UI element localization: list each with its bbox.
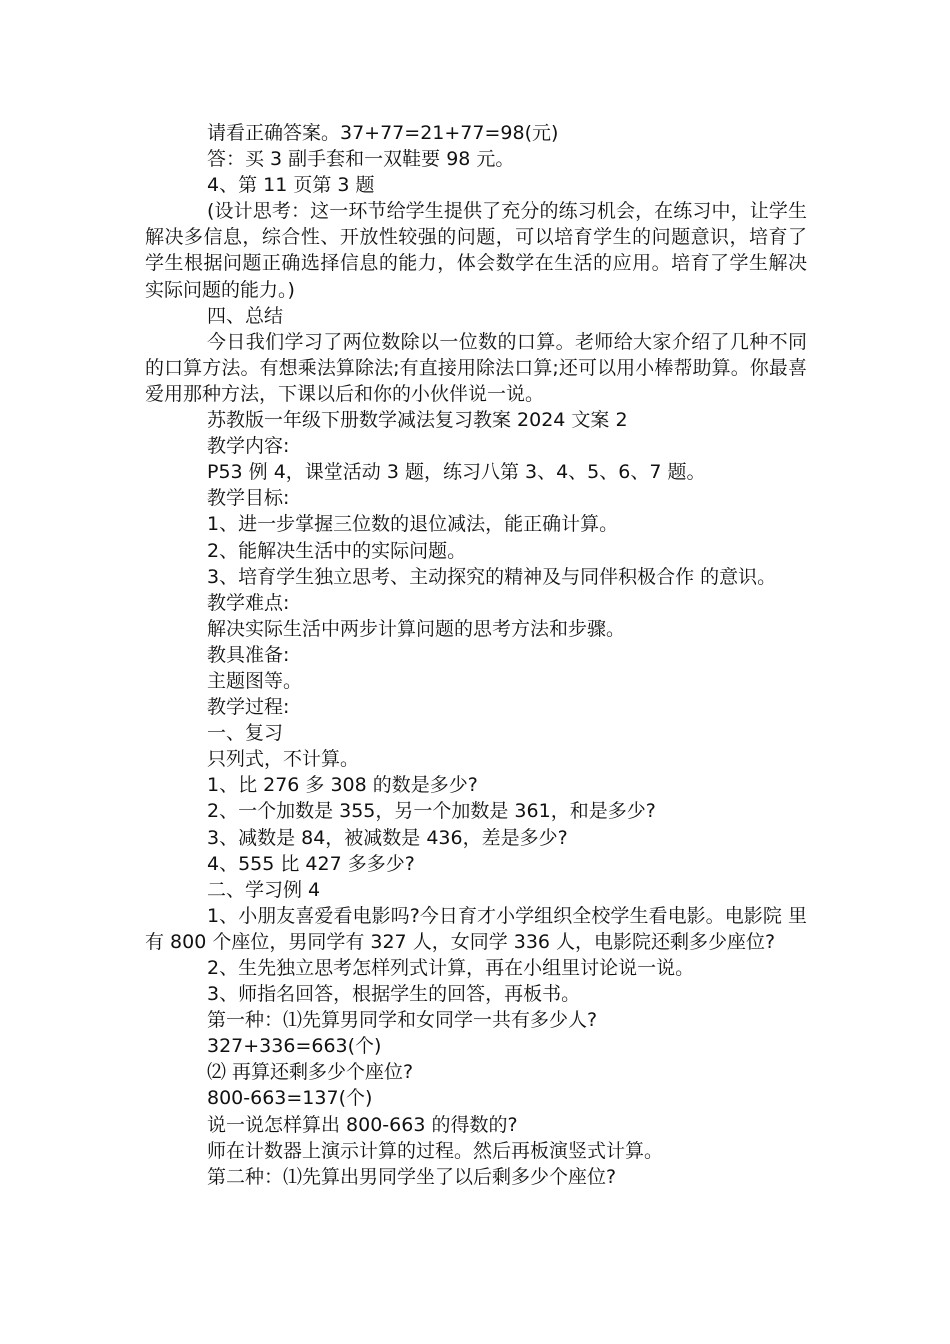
review-question: 3、减数是 84，被减数是 436，差是多少?	[207, 826, 568, 849]
method-one-step: 第一种：⑴先算男同学和女同学一共有多少人?	[207, 1009, 598, 1032]
goal-item: 2、能解决生活中的实际问题。	[207, 539, 467, 562]
summary-paragraph: 今日我们学习了两位数除以一位数的口算。老师给大家介绍了几种不同的口算方法。有想乘法算除法;有直接用除法口算;还可以用小棒帮助算。你最喜爱用那种方法，下课以后和你的小伙伴说一说。	[145, 330, 807, 405]
goal-item: 1、进一步掌握三位数的退位减法，能正确计算。	[207, 513, 619, 536]
teacher-demo: 师在计数器上演示计算的过程。然后再板演竖式计算。	[207, 1139, 664, 1162]
heading-teaching-goals: 教学目标:	[207, 487, 290, 510]
section-heading-example: 二、学习例 4	[207, 878, 321, 901]
section-heading-summary: 四、总结	[207, 304, 284, 327]
exercise-reference: 4、第 11 页第 3 题	[207, 174, 375, 197]
review-instruction: 只列式，不计算。	[207, 748, 360, 771]
heading-teaching-content: 教学内容:	[207, 435, 290, 458]
review-question: 4、555 比 427 多多少?	[207, 852, 415, 875]
document-body	[145, 120, 807, 1190]
teaching-difficulty: 解决实际生活中两步计算问题的思考方法和步骤。	[207, 617, 626, 640]
example-problem: 1、小朋友喜爱看电影吗?今日育才小学组织全校学生看电影。电影院 里有 800 个座位，男同学有 327 人，女同学 336 人，电影院还剩多少座位?	[145, 904, 807, 953]
example-step: 2、生先独立思考怎样列式计算，再在小组里讨论说一说。	[207, 957, 695, 979]
answer-sentence: 答：买 3 副手套和一双鞋要 98 元。	[207, 148, 515, 171]
teaching-aids: 主题图等。	[207, 669, 303, 692]
teaching-content: P53 例 4，课堂活动 3 题，练习八第 3、4、5、6、7 题。	[207, 461, 706, 484]
goal-item: 3、培育学生独立思考、主动探究的精神及与同伴积极合作 的意识。	[207, 565, 777, 588]
section-heading-review: 一、复习	[207, 722, 284, 745]
design-thinking-paragraph: (设计思考：这一环节给学生提供了充分的练习机会，在练习中，让学生解决多信息，综合性、开放性较强的问题，可以培育学生的问题意识，培育了学生根据问题正确选择信息的能力，体会数学在生活的应用。培育了学生解决实际问题的能力。)	[145, 200, 807, 301]
discussion-prompt: 说一说怎样算出 800-663 的得数的?	[207, 1113, 518, 1136]
method-two-step: 第二种：⑴先算出男同学坐了以后剩多少个座位?	[207, 1165, 617, 1188]
review-question: 1、比 276 多 308 的数是多少?	[207, 774, 478, 797]
answer-line: 请看正确答案。37+77=21+77=98(元)	[207, 122, 559, 144]
heading-teaching-difficulty: 教学难点:	[207, 591, 290, 614]
method-one-step: ⑵ 再算还剩多少个座位?	[207, 1061, 414, 1084]
equation: 327+336=663(个)	[207, 1035, 382, 1058]
example-step: 3、师指名回答，根据学生的回答，再板书。	[207, 983, 581, 1006]
review-question: 2、一个加数是 355，另一个加数是 361，和是多少?	[207, 800, 656, 823]
lesson-title: 苏教版一年级下册数学减法复习教案 2024 文案 2	[207, 409, 628, 432]
heading-teaching-aids: 教具准备:	[207, 643, 290, 666]
heading-teaching-process: 教学过程:	[207, 696, 290, 719]
equation: 800-663=137(个)	[207, 1087, 373, 1110]
